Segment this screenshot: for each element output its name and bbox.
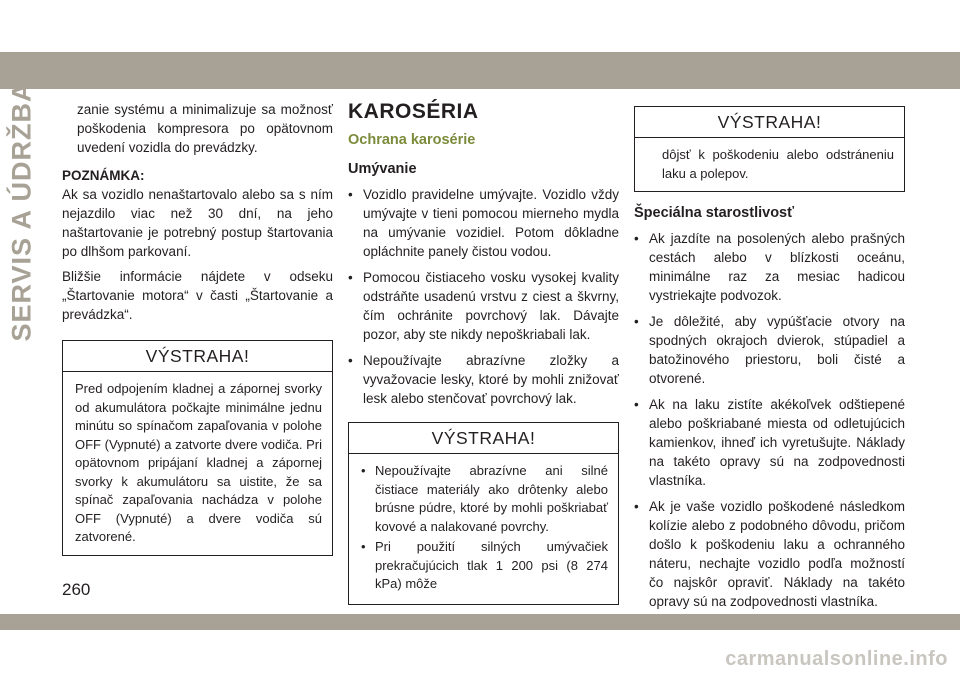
column-left <box>62 100 333 556</box>
column-middle <box>348 100 619 605</box>
page-number: 260 <box>62 580 91 599</box>
list-item: • Je dôležité, aby vypúšťacie otvory na spodných okrajoch dvierok, stúpadiel a batožinového priestoru, boli čisté a otvorené. <box>634 312 905 388</box>
section-heading-washing: Umývanie <box>348 161 417 177</box>
warning-heading: VÝSTRAHA! <box>635 107 904 138</box>
warning-box-battery <box>62 340 333 556</box>
warning-text: dôjsť k poškodeniu alebo odstráneniu laku a polepov. <box>662 147 894 181</box>
warning-body <box>635 138 904 191</box>
more-info-paragraph: Bližšie informácie nájdete v odseku „Štartovanie motora“ v časti „Štartovanie a prevádzka“. <box>62 269 333 322</box>
list-item: • Nepoužívajte abrazívne zložky a vyvažovacie lesky, ktoré by mohli znižovať lesk alebo stenčovať povrchový lak. <box>348 351 619 408</box>
warning-body <box>349 454 618 604</box>
warning-box-continued <box>634 106 905 192</box>
list-item: • Ak jazdíte na posolených alebo prašných cestách alebo v blízkosti oceánu, minimálne raz za mesiac hadicou vystriekajte podvozok. <box>634 229 905 305</box>
list-item: • Nepoužívajte abrazívne ani silné čistiace materiály ako drôtenky alebo brúsne púdre, ktoré by mohli poškriabať kovové a nalakované povrchy. <box>361 462 608 536</box>
intro-paragraph: zanie systému a minimalizuje sa možnosť poškodenia kompresora po opätovnom uvedení vozidla do prevádzky. <box>77 102 333 155</box>
warning-body <box>63 372 332 555</box>
list-item: • Pomocou čistiaceho vosku vysokej kvality odstráňte usadenú vrstvu z ciest a škvrny, čím ochránite povrchový lak. Dávajte pozor, aby ste nikdy nepoškriabali lak. <box>348 268 619 344</box>
list-item: • Vozidlo pravidelne umývajte. Vozidlo vždy umývajte v tieni pomocou mierneho mydla na umývanie vozidiel. Potom dôkladne opláchnite panely čistou vodou. <box>348 185 619 261</box>
header-band <box>0 52 960 89</box>
section-side-title-text: SERVIS A ÚDRŽBA <box>6 80 37 342</box>
washing-list <box>348 185 619 408</box>
column-right <box>634 100 905 618</box>
section-heading-special-care: Špeciálna starostlivosť <box>634 205 795 221</box>
list-item: • Ak je vaše vozidlo poškodené následkom kolízie alebo z podobného dôvodu, pričom došlo k poškodeniu laku a ochranného náteru, nechajte vozidlo podľa možností čo najskôr opraviť. Náklady na takéto opravy sú na zodpovednosti vlastníka. <box>634 497 905 611</box>
section-side-title <box>0 80 44 342</box>
subheading: Ochrana karosérie <box>348 132 476 148</box>
note-text: Ak sa vozidlo nenaštartovalo alebo sa s ním nejazdilo viac než 30 dní, na jeho naštartovanie je potrebný postup štartovania po dlhšom parkovaní. <box>62 187 333 259</box>
list-item: • Ak na laku zistíte akékoľvek odštiepené alebo poškriabané miesta od odletujúcich kamienkov, ihneď ich vyretušujte. Náklady na takéto opravy sú na zodpovednosti vlastníka. <box>634 395 905 490</box>
watermark-text: carmanualsonline.info <box>725 648 948 670</box>
warning-box-cleaning <box>348 422 619 605</box>
warning-heading: VÝSTRAHA! <box>63 341 332 372</box>
chapter-heading: KAROSÉRIA <box>348 100 479 123</box>
list-item: • Pri použití silných umývačiek prekračujúcich tlak 1 200 psi (8 274 kPa) môže <box>361 538 608 594</box>
note-heading: POZNÁMKA: <box>62 168 145 183</box>
warning-text: Pred odpojením kladnej a zápornej svorky od akumulátora počkajte minimálne jednu minútu so spínačom zapaľovania v polohe OFF (Vypnuté) a zatvorte dvere vodiča. Pri opätovnom pripájaní kladnej a zápornej svorky k akumulátoru sa uistite, že sa spínač zapaľovania nachádza v polohe OFF (Vypnuté) a dvere vodiča sú zatvorené. <box>75 381 322 544</box>
special-care-list <box>634 229 905 611</box>
warning-heading: VÝSTRAHA! <box>349 423 618 454</box>
